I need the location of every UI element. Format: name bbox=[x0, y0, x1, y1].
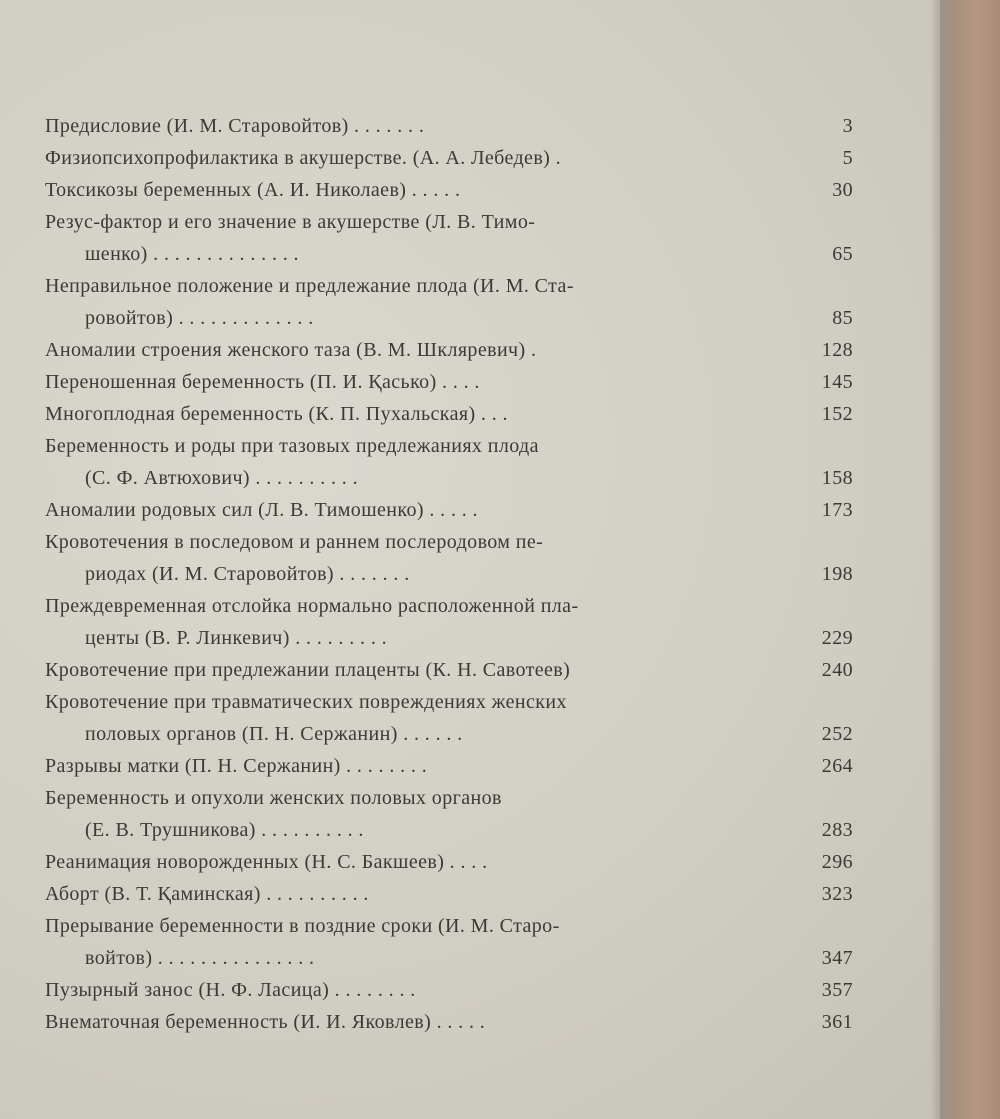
toc-entry bbox=[45, 846, 865, 878]
toc-entry-text: Аномалии родовых сил (Л. В. Тимошенко) . . . . . bbox=[45, 499, 478, 521]
toc-entry-line bbox=[45, 526, 865, 558]
toc-entry-line bbox=[45, 750, 865, 782]
toc-page-number: 323 bbox=[821, 883, 853, 905]
table-of-contents bbox=[45, 110, 865, 1038]
toc-page-number: 158 bbox=[821, 467, 853, 489]
toc-entry-line bbox=[45, 430, 865, 462]
toc-entry bbox=[45, 334, 865, 366]
toc-entry-line bbox=[45, 942, 865, 974]
toc-entry bbox=[45, 174, 865, 206]
toc-entry-text: Многоплодная беременность (К. П. Пухальская) . . . bbox=[45, 403, 508, 425]
toc-page-number: 347 bbox=[821, 947, 853, 969]
toc-entry-text: Внематочная беременность (И. И. Яковлев) . . . . . bbox=[45, 1011, 486, 1033]
toc-entry-text: Беременность и роды при тазовых предлежаниях плода bbox=[45, 435, 539, 457]
toc-entry-text: войтов) . . . . . . . . . . . . . . . bbox=[85, 947, 315, 969]
toc-entry bbox=[45, 110, 865, 142]
toc-entry-text: центы (В. Р. Линкевич) . . . . . . . . . bbox=[85, 627, 388, 649]
toc-entry-text: (С. Ф. Автюхович) . . . . . . . . . . bbox=[85, 467, 358, 489]
toc-entry-text: шенко) . . . . . . . . . . . . . . bbox=[85, 243, 299, 265]
toc-entry-text: Реанимация новорожденных (Н. С. Бакшеев) . . . . bbox=[45, 851, 488, 873]
toc-entry-text: Предисловие (И. М. Старовойтов) . . . . . . . bbox=[45, 115, 425, 137]
toc-entry-line bbox=[45, 910, 865, 942]
toc-entry bbox=[45, 142, 865, 174]
toc-entry bbox=[45, 750, 865, 782]
toc-entry bbox=[45, 494, 865, 526]
toc-entry-line bbox=[45, 174, 865, 206]
toc-page-number: 283 bbox=[821, 819, 853, 841]
toc-entry-line bbox=[45, 718, 865, 750]
toc-entry-line bbox=[45, 558, 865, 590]
toc-page-number: 30 bbox=[832, 179, 853, 201]
toc-entry-line bbox=[45, 654, 865, 686]
toc-entry bbox=[45, 590, 865, 654]
toc-page-number: 152 bbox=[821, 403, 853, 425]
toc-page-number: 357 bbox=[821, 979, 853, 1001]
toc-entry bbox=[45, 526, 865, 590]
toc-page-number: 296 bbox=[821, 851, 853, 873]
toc-entry-text: Прерывание беременности в поздние сроки (И. М. Старо- bbox=[45, 915, 560, 937]
toc-entry-text: (Е. В. Трушникова) . . . . . . . . . . bbox=[85, 819, 364, 841]
toc-page-number: 361 bbox=[821, 1011, 853, 1033]
toc-entry-line bbox=[45, 462, 865, 494]
toc-entry bbox=[45, 430, 865, 494]
toc-entry-text: половых органов (П. Н. Сержанин) . . . . . . bbox=[85, 723, 463, 745]
toc-entry-line bbox=[45, 334, 865, 366]
toc-page-number: 128 bbox=[821, 339, 853, 361]
toc-entry-line bbox=[45, 142, 865, 174]
toc-entry bbox=[45, 270, 865, 334]
toc-page-number: 173 bbox=[821, 499, 853, 521]
toc-entry bbox=[45, 974, 865, 1006]
toc-entry-line bbox=[45, 398, 865, 430]
book-edge bbox=[940, 0, 1000, 1119]
toc-entry-text: Физиопсихопрофилактика в акушерстве. (А. А. Лебедев) . bbox=[45, 147, 562, 169]
toc-entry-line bbox=[45, 270, 865, 302]
toc-entry-line bbox=[45, 622, 865, 654]
toc-entry bbox=[45, 654, 865, 686]
toc-entry-text: Разрывы матки (П. Н. Сержанин) . . . . . . . . bbox=[45, 755, 428, 777]
toc-entry-line bbox=[45, 366, 865, 398]
toc-entry bbox=[45, 910, 865, 974]
toc-page-number: 198 bbox=[821, 563, 853, 585]
toc-entry-text: Аборт (В. Т. Қаминская) . . . . . . . . . . bbox=[45, 883, 369, 905]
toc-entry-text: Пузырный занос (Н. Ф. Ласица) . . . . . . . . bbox=[45, 979, 416, 1001]
toc-entry-text: Аномалии строения женского таза (В. М. Шкляревич) . bbox=[45, 339, 537, 361]
toc-entry bbox=[45, 398, 865, 430]
toc-entry-text: риодах (И. М. Старовойтов) . . . . . . . bbox=[85, 563, 410, 585]
toc-entry bbox=[45, 1006, 865, 1038]
toc-page-number: 240 bbox=[821, 659, 853, 681]
toc-entry-text: ровойтов) . . . . . . . . . . . . . bbox=[85, 307, 314, 329]
toc-entry-line bbox=[45, 974, 865, 1006]
toc-entry-text: Токсикозы беременных (А. И. Николаев) . . . . . bbox=[45, 179, 461, 201]
toc-entry bbox=[45, 686, 865, 750]
toc-entry-text: Переношенная беременность (П. И. Қасько) . . . . bbox=[45, 371, 480, 393]
toc-entry-line bbox=[45, 206, 865, 238]
toc-entry-line bbox=[45, 238, 865, 270]
toc-page-number: 65 bbox=[832, 243, 853, 265]
toc-entry-line bbox=[45, 302, 865, 334]
toc-entry bbox=[45, 782, 865, 846]
toc-entry-line bbox=[45, 1006, 865, 1038]
toc-page-number: 264 bbox=[821, 755, 853, 777]
toc-page-number: 145 bbox=[821, 371, 853, 393]
toc-entry-text: Преждевременная отслойка нормально расположенной пла- bbox=[45, 595, 579, 617]
toc-page-number: 252 bbox=[821, 723, 853, 745]
toc-page-number: 3 bbox=[842, 115, 853, 137]
toc-entry-line bbox=[45, 590, 865, 622]
toc-entry-line bbox=[45, 110, 865, 142]
toc-entry-text: Кровотечения в последовом и раннем послеродовом пе- bbox=[45, 531, 544, 553]
toc-entry bbox=[45, 878, 865, 910]
toc-entry-text: Резус-фактор и его значение в акушерстве (Л. В. Тимо- bbox=[45, 211, 536, 233]
toc-entry-text: Кровотечение при предлежании плаценты (К. Н. Савотеев) bbox=[45, 659, 571, 681]
toc-page-number: 85 bbox=[832, 307, 853, 329]
toc-entry-text: Неправильное положение и предлежание плода (И. М. Ста- bbox=[45, 275, 574, 297]
toc-entry-line bbox=[45, 878, 865, 910]
toc-entry bbox=[45, 366, 865, 398]
toc-entry-line bbox=[45, 814, 865, 846]
toc-entry-text: Кровотечение при травматических повреждениях женских bbox=[45, 691, 567, 713]
toc-entry-text: Беременность и опухоли женских половых органов bbox=[45, 787, 502, 809]
toc-page-number: 5 bbox=[842, 147, 853, 169]
toc-entry-line bbox=[45, 686, 865, 718]
toc-entry bbox=[45, 206, 865, 270]
toc-entry-line bbox=[45, 846, 865, 878]
toc-entry-line bbox=[45, 494, 865, 526]
toc-page-number: 229 bbox=[821, 627, 853, 649]
toc-entry-line bbox=[45, 782, 865, 814]
